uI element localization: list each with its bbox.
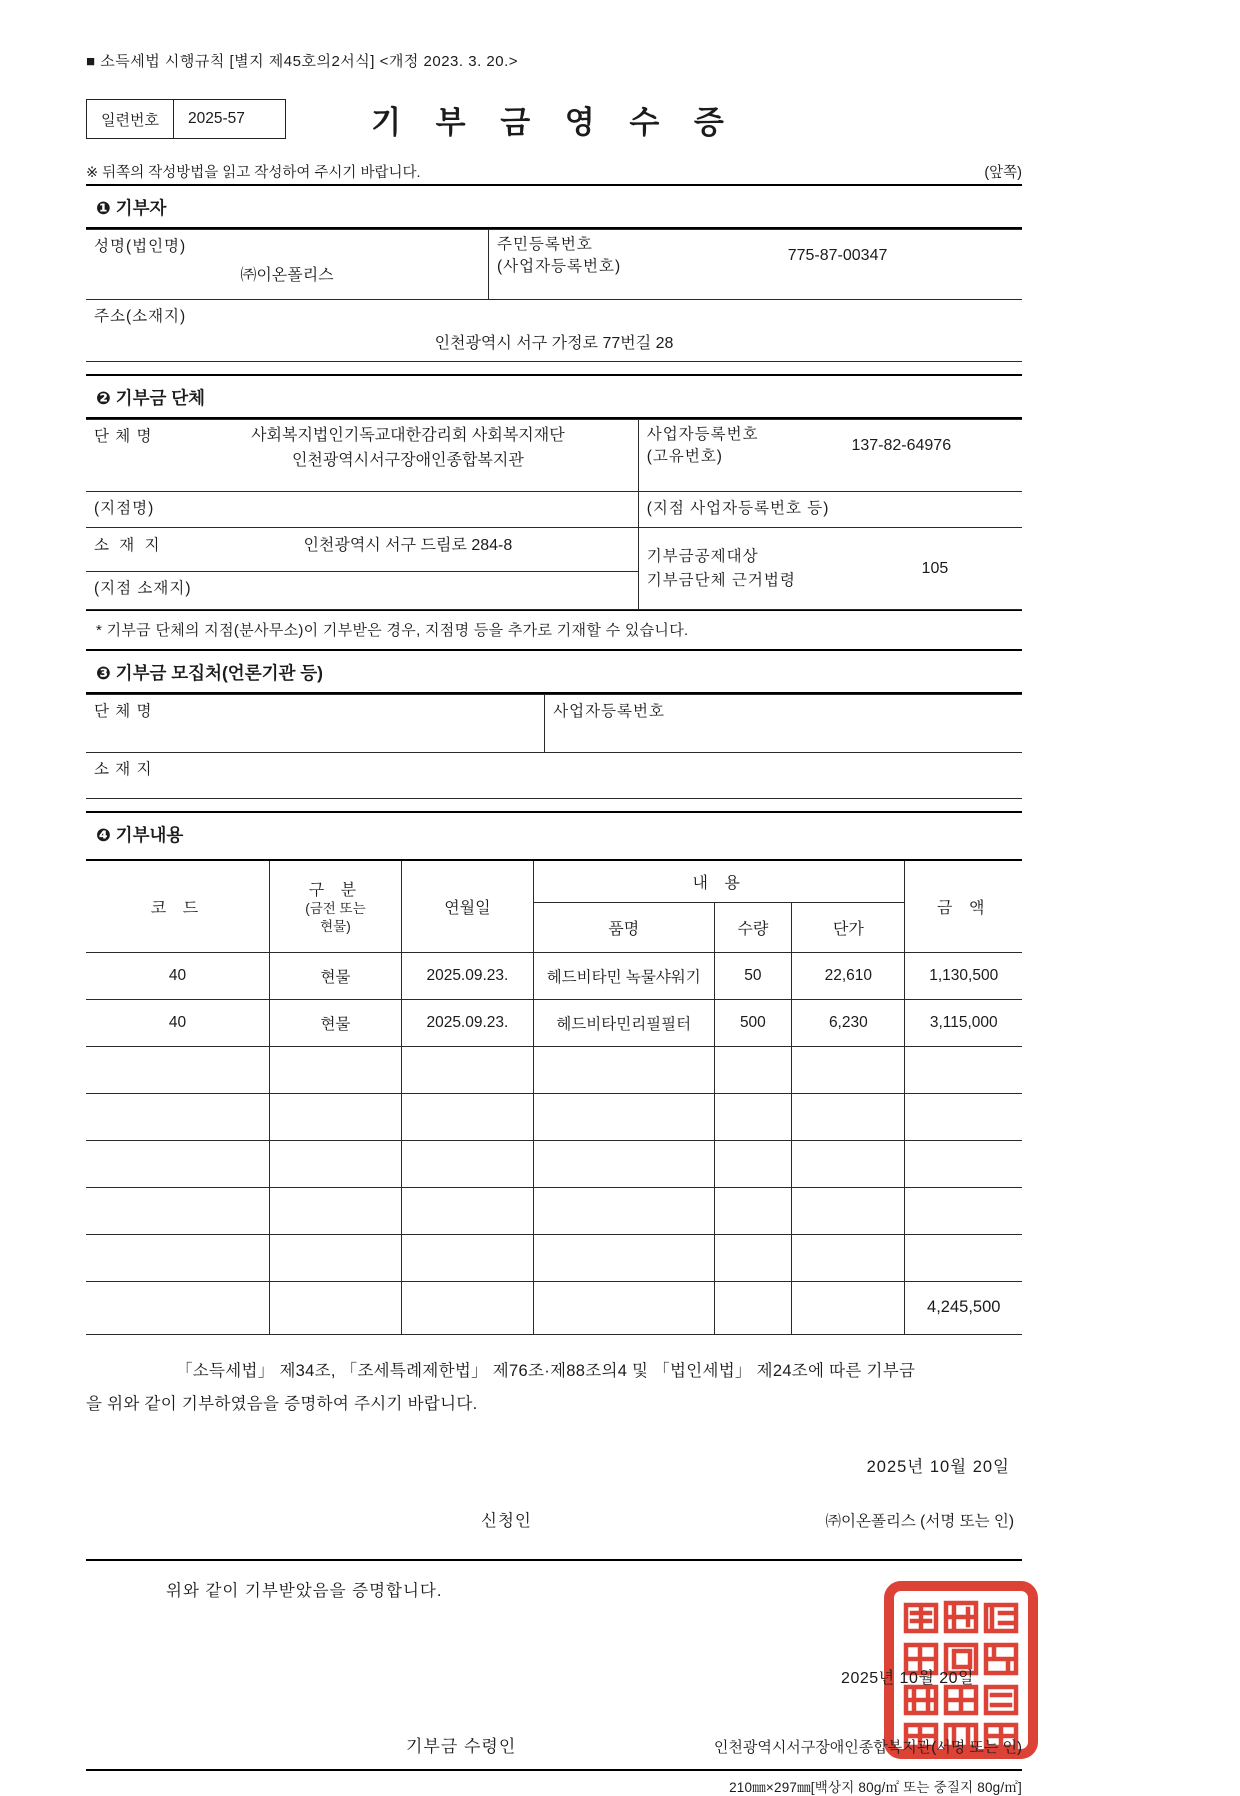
org-branch-biz-cell	[638, 492, 1022, 528]
col-header-qty: 수량	[714, 902, 792, 952]
cell-amount: 1,130,500	[905, 952, 1022, 999]
bottom-rule	[86, 1769, 1022, 1771]
legal-statement-line1: 「소득세법」 제34조, 「조세특례제한법」 제76조·제88조의4 및 「법인세법」 제24조에 따른 기부금	[176, 1361, 916, 1380]
org-biz-label	[647, 424, 759, 469]
col-header-type-main: 구 분	[308, 882, 363, 900]
donation-details-table	[86, 859, 1022, 1335]
cell-type: 현물	[269, 952, 401, 999]
org-branch-name-label: (지점명)	[94, 500, 155, 517]
donor-address-label: 주소(소재지)	[94, 308, 187, 325]
donor-name-label: 성명(법인명)	[94, 238, 187, 255]
legal-statement	[86, 1355, 1022, 1421]
col-header-unit-price: 단가	[792, 902, 905, 952]
empty-row	[86, 1046, 1022, 1093]
section-details-header: ❹ 기부내용	[96, 825, 184, 845]
empty-row	[86, 1093, 1022, 1140]
applicant-signature-row	[86, 1507, 1022, 1531]
collector-biz-label: 사업자등록번호	[553, 703, 665, 720]
org-law-label-line1: 기부금공제대상	[646, 548, 759, 566]
applicant-date: 2025년 10월 20일	[866, 1457, 1010, 1476]
cell-code: 40	[86, 952, 269, 999]
col-header-date: 연월일	[401, 860, 533, 952]
donor-table	[86, 229, 1022, 362]
cell-unit-price: 22,610	[792, 952, 905, 999]
donor-reg-value: 775-87-00347	[787, 247, 888, 265]
collector-address-label: 소 재 지	[94, 761, 153, 778]
org-law-cell	[638, 528, 1022, 610]
org-biz-value: 137-82-64976	[851, 437, 952, 455]
org-law-label-line2: 기부금단체 근거법령	[646, 571, 796, 589]
empty-row	[86, 1187, 1022, 1234]
total-row	[86, 1281, 1022, 1334]
certify-statement: 위와 같이 기부받았음을 증명합니다.	[166, 1581, 443, 1600]
org-address-label: 소 재 지	[94, 536, 163, 554]
org-name-cell	[86, 420, 638, 492]
empty-row	[86, 1234, 1022, 1281]
serial-label: 일련번호	[87, 100, 174, 139]
collector-biz-cell	[545, 695, 1022, 753]
total-amount: 4,245,500	[905, 1281, 1022, 1334]
section-divider	[86, 362, 1022, 376]
col-header-type-sub1: (금전 또는	[305, 901, 366, 917]
paper-spec: 210㎜×297㎜[백상지 80g/㎡ 또는 중질지 80g/㎡]	[729, 1779, 1022, 1795]
collector-address-cell	[86, 753, 1022, 799]
form-reference: ■ 소득세법 시행규칙 [별지 제45호의2서식] <개정 2023. 3. 20.>	[86, 53, 519, 70]
recipient-signature-row	[86, 1732, 1022, 1757]
col-header-type-sub2: 현물)	[320, 918, 351, 934]
org-biz-label-line1: 사업자등록번호	[646, 426, 759, 443]
col-header-content: 내 용	[533, 860, 905, 902]
serial-value: 2025-57	[173, 100, 285, 139]
section-collector-header: ❸ 기부금 모집처(언론기관 등)	[86, 651, 1022, 694]
org-biz-label-line2: (고유번호)	[646, 448, 723, 466]
collector-name-label: 단 체 명	[94, 703, 153, 720]
section-divider-2	[86, 799, 1022, 813]
cell-date: 2025.09.23.	[401, 999, 533, 1046]
donor-reg-label	[497, 234, 621, 279]
donor-name-cell	[86, 230, 488, 300]
legal-statement-line2: 을 위와 같이 기부하였음을 증명하여 주시기 바랍니다.	[86, 1394, 478, 1413]
org-address-cell	[86, 528, 638, 572]
org-biz-cell	[638, 420, 1022, 492]
col-header-amount: 금 액	[905, 860, 1022, 952]
title-row	[86, 97, 1022, 141]
org-law-label	[647, 545, 796, 592]
applicant-name: ㈜이온폴리스 (서명 또는 인)	[825, 1512, 1014, 1530]
org-footnote: * 기부금 단체의 지점(분사무소)이 기부받은 경우, 지점명 등을 추가로 기재할 수 있습니다.	[86, 610, 1022, 651]
recipient-label: 기부금 수령인	[406, 1736, 517, 1756]
table-row	[86, 952, 1022, 999]
instruction-note: ※ 뒤쪽의 작성방법을 읽고 작성하여 주시기 바랍니다.	[86, 165, 421, 181]
table-row	[86, 999, 1022, 1046]
cell-date: 2025.09.23.	[401, 952, 533, 999]
cell-code: 40	[86, 999, 269, 1046]
org-branch-address-label: (지점 소재지)	[94, 580, 192, 597]
front-side-marker: (앞쪽)	[984, 165, 1022, 181]
org-name-label: 단 체 명	[94, 428, 153, 445]
org-name-value	[186, 424, 630, 474]
section-donor-header: ❶ 기부자	[86, 186, 1022, 229]
org-law-value: 105	[921, 559, 949, 577]
col-header-item: 품명	[533, 902, 714, 952]
signature-divider	[86, 1559, 1022, 1561]
collector-name-cell	[86, 695, 545, 753]
org-name-line2: 인천광역시서구장애인종합복지관	[291, 451, 524, 469]
section-organization-header: ❷ 기부금 단체	[86, 376, 1022, 419]
org-address-value: 인천광역시 서구 드림로 284-8	[303, 537, 513, 554]
empty-row	[86, 1140, 1022, 1187]
cell-item: 헤드비타민 녹물샤워기	[533, 952, 714, 999]
organization-table	[86, 419, 1022, 610]
collector-table	[86, 694, 1022, 799]
recipient-name: 인천광역시서구장애인종합복지관(서명 또는 인)	[713, 1738, 1022, 1756]
cell-unit-price: 6,230	[792, 999, 905, 1046]
cell-item: 헤드비타민리필필터	[533, 999, 714, 1046]
cell-type: 현물	[269, 999, 401, 1046]
recipient-date: 2025년 10월 20일	[841, 1669, 974, 1687]
instruction-row	[86, 161, 1022, 186]
org-name-line1: 사회복지법인기독교대한감리회 사회복지재단	[251, 427, 565, 444]
org-branch-biz-label: (지점 사업자등록번호 등)	[646, 500, 830, 517]
donor-reg-label-line2: (사업자등록번호)	[496, 258, 622, 276]
donor-reg-label-line1: 주민등록번호	[496, 236, 593, 253]
donor-address-value: 인천광역시 서구 가정로 77번길 28	[434, 335, 674, 352]
donor-address-cell	[86, 300, 1022, 362]
donor-name-value: ㈜이온폴리스	[240, 267, 334, 284]
col-header-code: 코 드	[86, 860, 269, 952]
cell-qty: 50	[714, 952, 792, 999]
cell-amount: 3,115,000	[905, 999, 1022, 1046]
page-title: 기 부 금 영 수 증	[371, 104, 737, 140]
applicant-label: 신청인	[481, 1511, 532, 1530]
recipient-block	[86, 1601, 1022, 1769]
donor-reg-cell	[488, 230, 1022, 300]
org-branch-name-cell	[86, 492, 638, 528]
col-header-type	[269, 860, 401, 952]
cell-qty: 500	[714, 999, 792, 1046]
org-branch-address-cell	[86, 572, 638, 610]
